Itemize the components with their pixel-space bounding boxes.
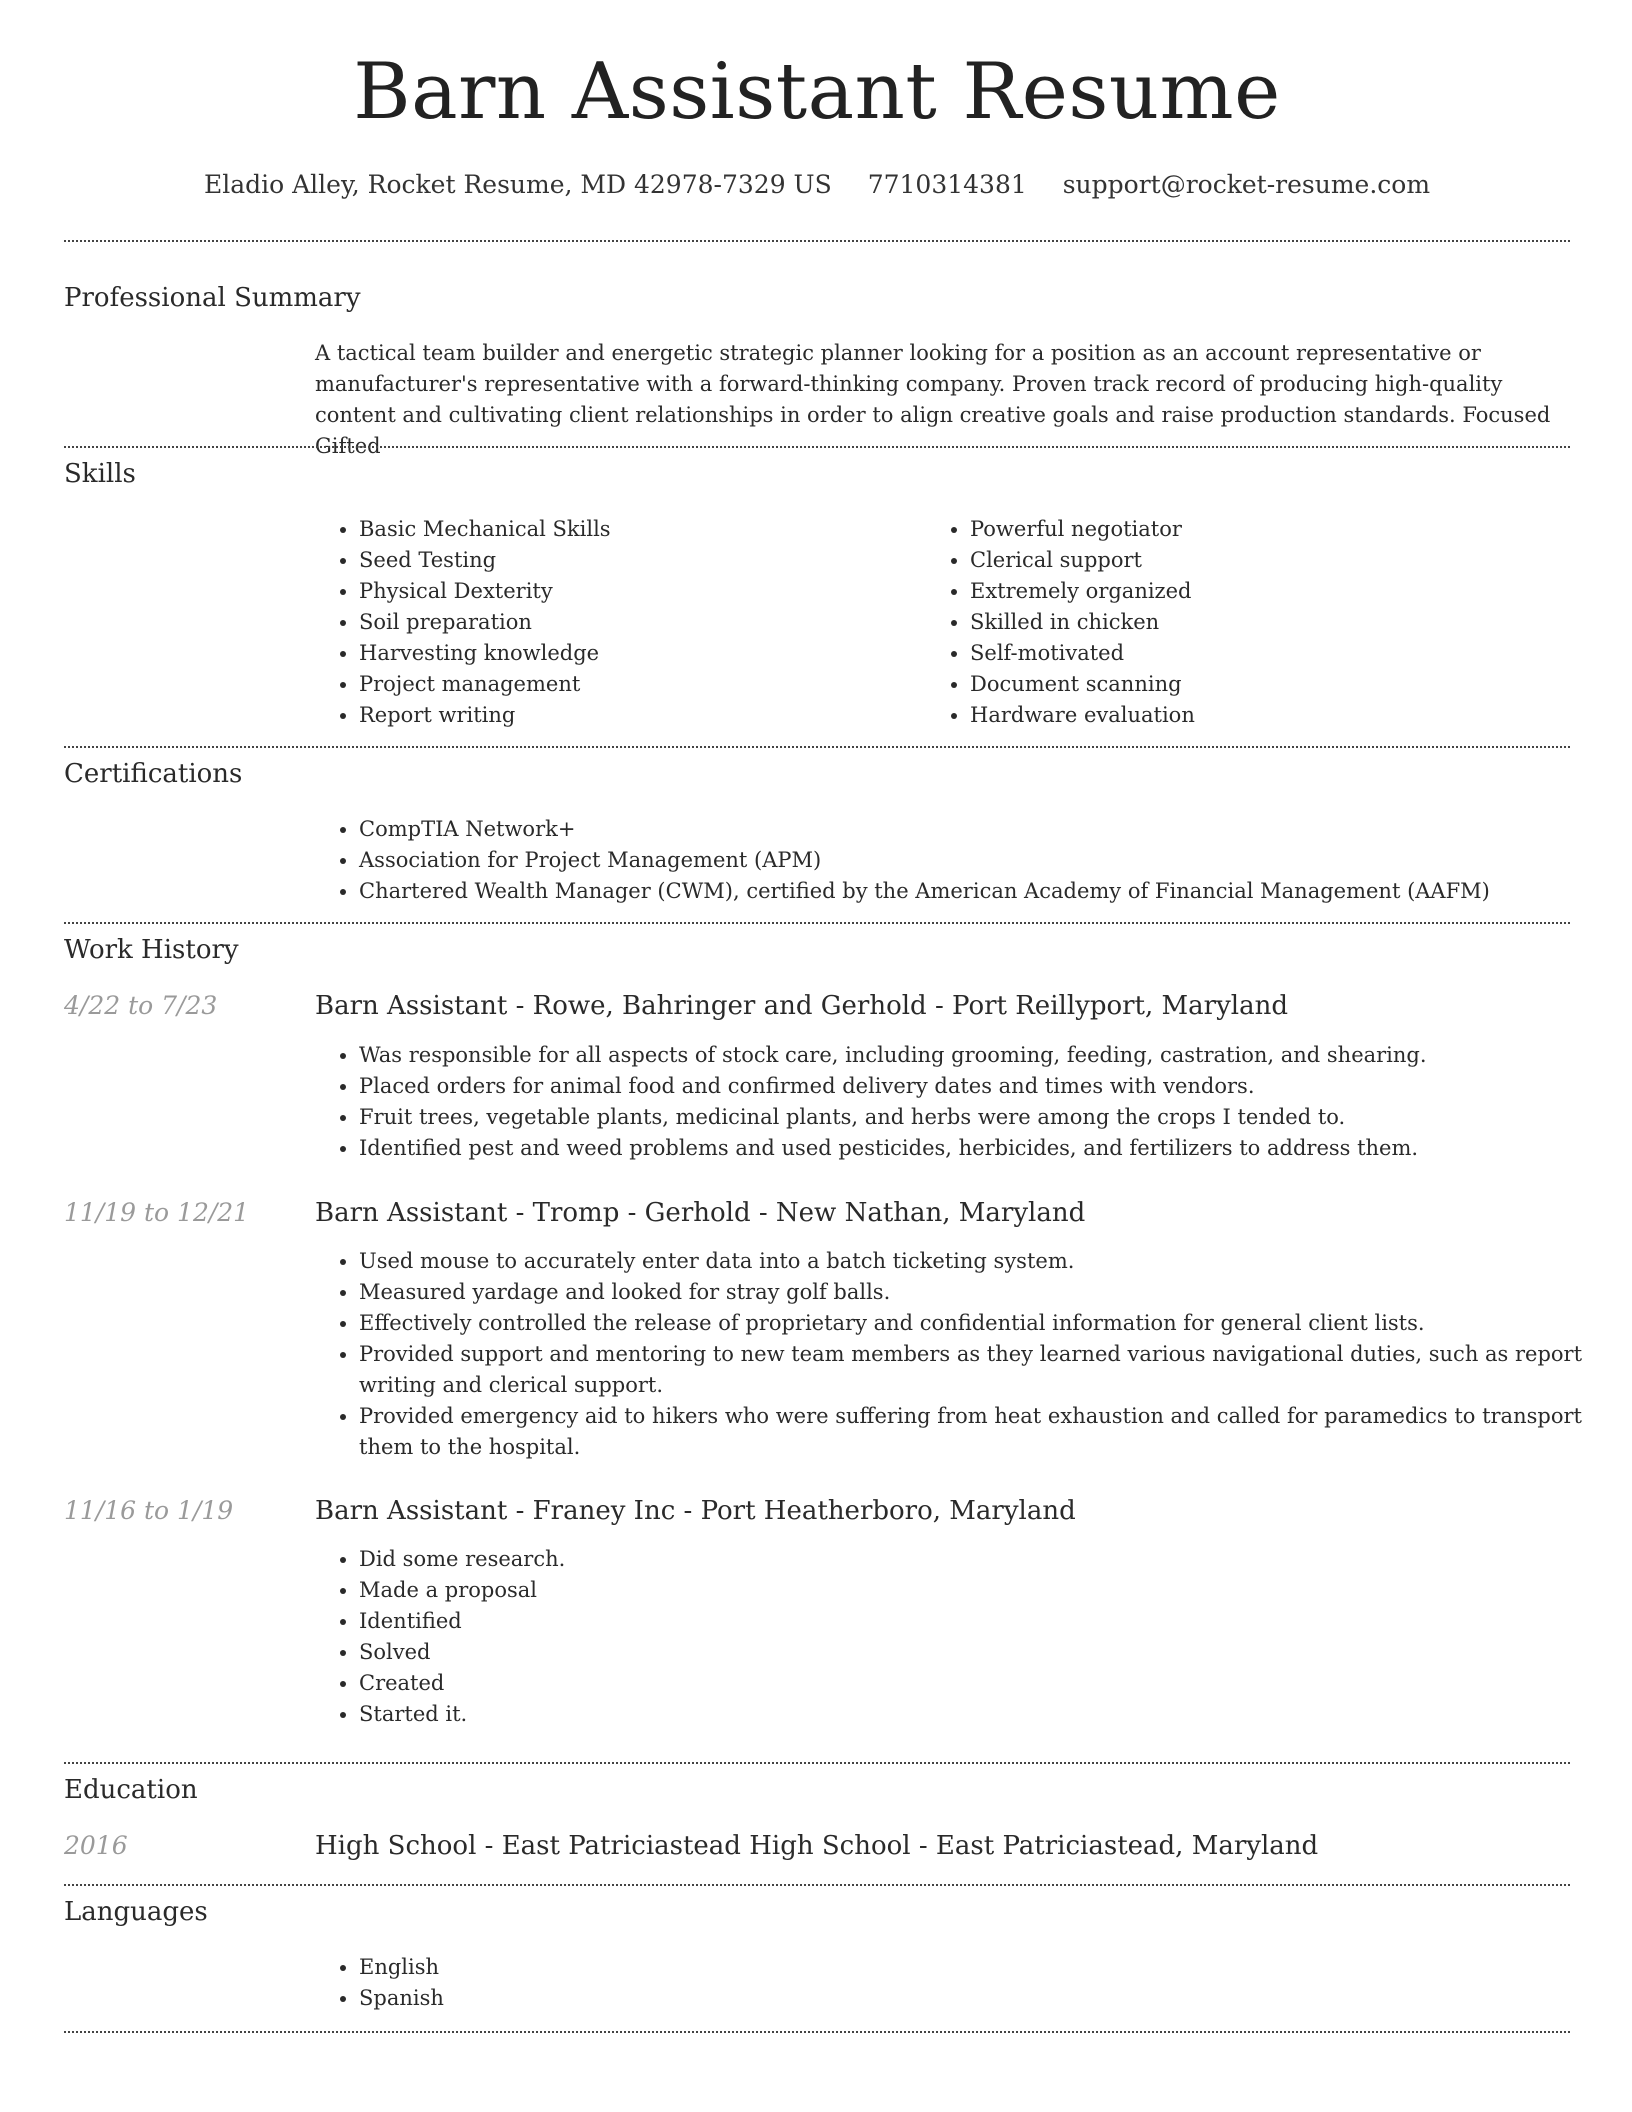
- job-dates: 11/16 to 1/19: [64, 1496, 234, 1525]
- divider: [64, 2031, 1570, 2033]
- job-bullet: • Used mouse to accurately enter data into a batch ticketing system.: [359, 1246, 1609, 1277]
- job-bullet: • Fruit trees, vegetable plants, medicinal plants, and herbs were among the crops I tended to.: [359, 1102, 1609, 1133]
- job-bullet: • Provided emergency aid to hikers who were suffering from heat exhaustion and called for paramedics to transport them to the hospital.: [359, 1401, 1609, 1463]
- skills-heading: Skills: [64, 459, 136, 489]
- summary-text: A tactical team builder and energetic strategic planner looking for a position as an account representative or manufacturer's representative with a forward-thinking company. Proven track record of producing high-quality content and cultivating client relationships in order to align creative goals and raise production standards. Focused Gifted: [315, 341, 1551, 458]
- education-year: 2016: [64, 1831, 128, 1860]
- contact-phone: 7710314381: [867, 170, 1027, 199]
- job-bullets: [315, 1246, 1609, 1463]
- divider: [64, 240, 1570, 242]
- job-bullets: [315, 1040, 1609, 1164]
- job-bullet: • Was responsible for all aspects of stock care, including grooming, feeding, castration, and shearing.: [359, 1040, 1609, 1071]
- languages-list: [315, 1952, 959, 2014]
- skill-item: • Hardware evaluation: [970, 700, 1570, 731]
- certification-item: • CompTIA Network+: [359, 814, 1609, 845]
- job-bullet: • Identified: [359, 1606, 1609, 1637]
- job-dates: 11/19 to 12/21: [64, 1198, 250, 1227]
- job-bullet: • Identified pest and weed problems and used pesticides, herbicides, and fertilizers to address them.: [359, 1133, 1609, 1164]
- divider: [64, 1762, 1570, 1764]
- divider: [64, 446, 1570, 448]
- job-bullets: [315, 1544, 1609, 1730]
- work-history-heading: Work History: [64, 935, 239, 965]
- education-heading: Education: [64, 1775, 198, 1805]
- job-title: Barn Assistant - Tromp - Gerhold - New Nathan, Maryland: [315, 1198, 1086, 1228]
- job-bullet: • Measured yardage and looked for stray golf balls.: [359, 1277, 1609, 1308]
- skill-item: • Clerical support: [970, 545, 1570, 576]
- contact-address: Eladio Alley, Rocket Resume, MD 42978-7329 US: [203, 170, 832, 199]
- job-bullet: • Made a proposal: [359, 1575, 1609, 1606]
- certifications-list: [315, 814, 1609, 907]
- skill-item: • Soil preparation: [359, 607, 919, 638]
- job-dates: 4/22 to 7/23: [64, 991, 218, 1020]
- job-title: Barn Assistant - Franey Inc - Port Heatherboro, Maryland: [315, 1496, 1076, 1526]
- divider: [64, 746, 1570, 748]
- skill-item: • Basic Mechanical Skills: [359, 514, 919, 545]
- skill-item: • Extremely organized: [970, 576, 1570, 607]
- certifications-heading: Certifications: [64, 759, 243, 789]
- certification-item: • Association for Project Management (APM): [359, 845, 1609, 876]
- job-bullet: • Effectively controlled the release of proprietary and confidential information for general client lists.: [359, 1308, 1609, 1339]
- contact-email: support@rocket-resume.com: [1062, 170, 1431, 199]
- skill-item: • Seed Testing: [359, 545, 919, 576]
- language-item: • Spanish: [359, 1983, 959, 2014]
- job-bullet: • Provided support and mentoring to new team members as they learned various navigational duties, such as report writing and clerical support.: [359, 1339, 1609, 1401]
- divider: [64, 1884, 1570, 1886]
- language-item: • English: [359, 1952, 959, 1983]
- job-bullet: • Created: [359, 1668, 1609, 1699]
- job-bullet: • Solved: [359, 1637, 1609, 1668]
- skill-item: • Document scanning: [970, 669, 1570, 700]
- skill-item: • Physical Dexterity: [359, 576, 919, 607]
- skill-item: • Harvesting knowledge: [359, 638, 919, 669]
- job-bullet: • Started it.: [359, 1699, 1609, 1730]
- contact-line: [64, 170, 1570, 199]
- skill-item: • Project management: [359, 669, 919, 700]
- job-bullet: • Did some research.: [359, 1544, 1609, 1575]
- divider: [64, 922, 1570, 924]
- education-entry: High School - East Patriciastead High School - East Patriciastead, Maryland: [315, 1831, 1319, 1861]
- job-title: Barn Assistant - Rowe, Bahringer and Gerhold - Port Reillyport, Maryland: [315, 991, 1288, 1021]
- skill-item: • Skilled in chicken: [970, 607, 1570, 638]
- summary-heading: Professional Summary: [64, 283, 361, 313]
- resume-title: Barn Assistant Resume: [353, 47, 1281, 137]
- certification-item: • Chartered Wealth Manager (CWM), certified by the American Academy of Financial Management (AAFM): [359, 876, 1609, 907]
- skill-item: • Report writing: [359, 700, 919, 731]
- skills-list-right: [926, 514, 1570, 731]
- languages-heading: Languages: [64, 1897, 208, 1927]
- skill-item: • Self-motivated: [970, 638, 1570, 669]
- job-bullet: • Placed orders for animal food and confirmed delivery dates and times with vendors.: [359, 1071, 1609, 1102]
- skills-list-left: [315, 514, 919, 731]
- skill-item: • Powerful negotiator: [970, 514, 1570, 545]
